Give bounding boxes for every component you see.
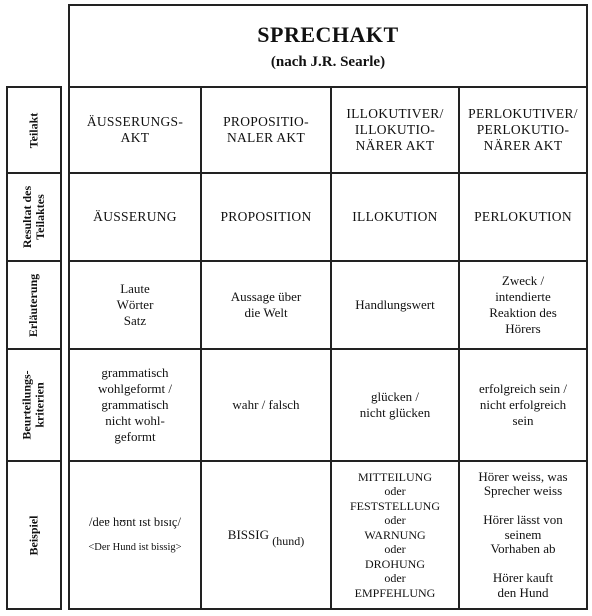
cell-beispiel-illokution: MITTEILUNG oder FESTSTELLUNG oder WARNUNG oder DROHUNG oder EMPFEHLUNG	[350, 469, 440, 600]
row-label-erlaeuterung: Erläuterung	[26, 273, 41, 337]
example-predicate: BISSIG	[227, 527, 269, 542]
cell-erlaeuterung-proposition: Aussage über die Welt	[230, 289, 302, 320]
row-label-resultat: Resultat des Teilaktes	[20, 185, 47, 249]
title-block	[70, 6, 586, 86]
example-phonetic: /deɐ hʊnt ɪst bɪsɪç/	[89, 515, 181, 529]
cell-beispiel-perlokution: Hörer weiss, was Sprecher weiss Hörer lässt von seinem Vorhaben ab Hörer kauft den Hund	[478, 468, 568, 600]
cell-erlaeuterung-perlokution: Zweck / intendierte Reaktion des Hörers	[489, 273, 557, 336]
cell-erlaeuterung-illokution: Handlungswert	[355, 297, 435, 312]
cell-resultat-perlokution: PERLOKUTION	[474, 209, 572, 224]
cell-kriterien-illokution: glücken / nicht glücken	[359, 389, 431, 420]
row-label-beispiel: Beispiel	[26, 514, 41, 556]
cell-kriterien-proposition: wahr / falsch	[232, 397, 300, 412]
cell-teilakt-proposition: PROPOSITIO- NALER AKT	[223, 114, 309, 145]
example-orthographic: <Der Hund ist bissig>	[88, 542, 182, 553]
row-label-teilakt: Teilakt	[26, 112, 41, 148]
cell-erlaeuterung-aeusserung: Laute Wörter Satz	[116, 281, 154, 328]
cell-kriterien-perlokution: erfolgreich sein / nicht erfolgreich sein	[478, 381, 568, 428]
row-label-kriterien: Beurteilungs- kriterien	[20, 370, 47, 440]
cell-resultat-proposition: PROPOSITION	[220, 209, 312, 224]
cell-teilakt-illokution: ILLOKUTIVER/ ILLOKUTIO- NÄRER AKT	[346, 106, 444, 153]
cell-teilakt-perlokution: PERLOKUTIVER/ PERLOKUTIO- NÄRER AKT	[468, 106, 578, 153]
example-argument: (hund)	[272, 534, 305, 548]
page-subtitle: (nach J.R. Searle)	[270, 53, 386, 70]
cell-kriterien-aeusserung: grammatisch wohlgeformt / grammatisch nicht wohl- geformt	[97, 365, 172, 444]
cell-beispiel-proposition	[202, 462, 330, 608]
cell-beispiel-aeusserung	[70, 462, 200, 608]
cell-teilakt-aeusserung: ÄUSSERUNGS- AKT	[86, 114, 184, 145]
page-title: SPRECHAKT	[257, 21, 399, 47]
cell-resultat-aeusserung: ÄUSSERUNG	[93, 209, 177, 224]
cell-resultat-illokution: ILLOKUTION	[352, 209, 438, 224]
example-proposition	[227, 527, 305, 548]
